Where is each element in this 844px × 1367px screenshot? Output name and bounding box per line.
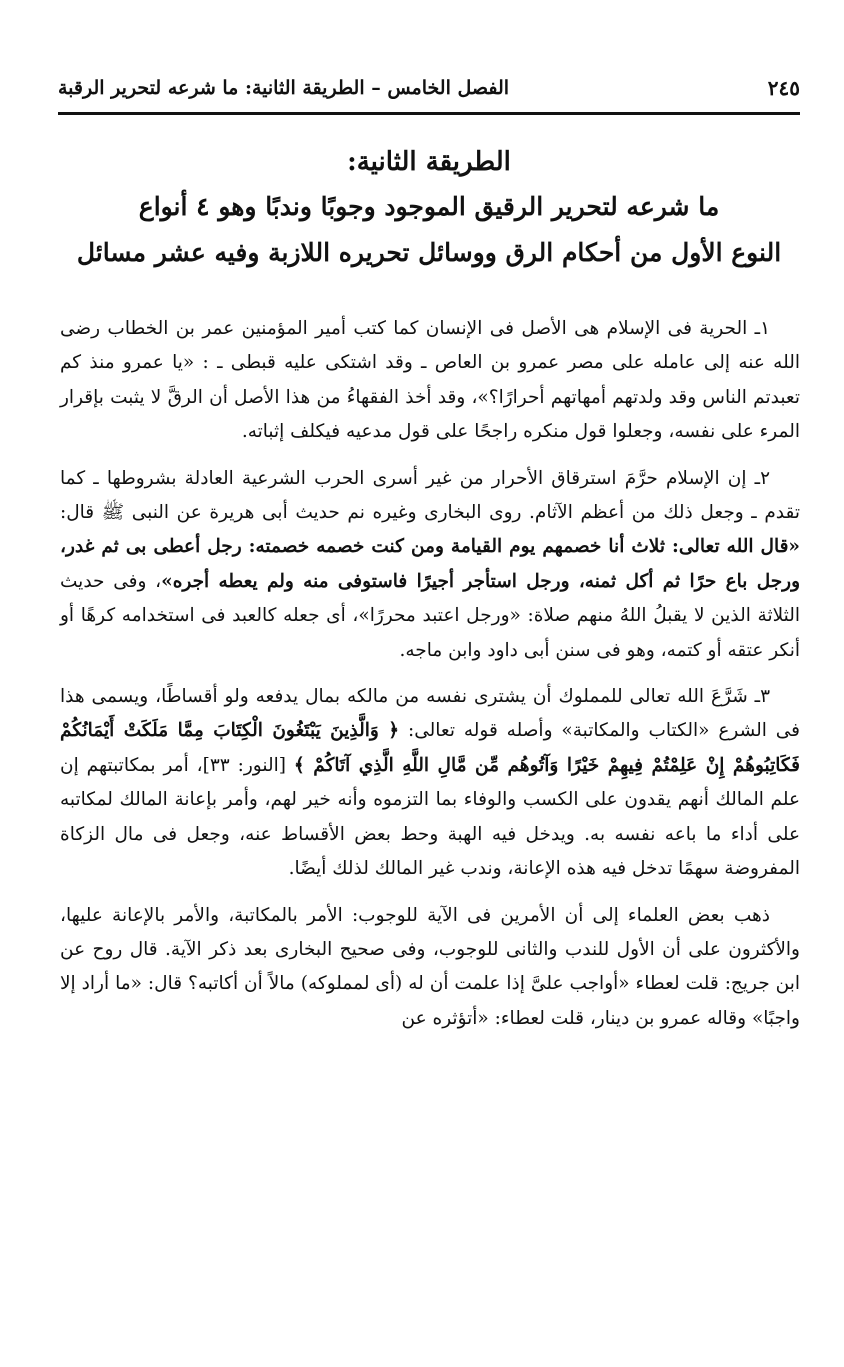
paragraph-4: ذهب بعض العلماء إلى أن الأمرين فى الآية للوجوب: الأمر بالمكاتبة، والأمر بالإعانة عليها، والأكثرون على أن الأول للندب والثانى للوجوب، وفى صحيح البخارى بعد ذكر الآية. قال روح عن ابن جريج: قلت لعطاء «أواجب علىَّ إذا علمت أن له (أى لمملوكه) مالاً أن أكاتبه؟ قال: «ما أراد إلا واجبًا» وقاله عمرو بن دينار، قلت لعطاء: «أتؤثره عن: [60, 904, 800, 1029]
quran-verse: ﴿ وَالَّذِينَ يَبْتَغُونَ الْكِتَابَ مِمَّا مَلَكَتْ أَيْمَانُكُمْ فَكَاتِبُوهُمْ إِنْ عَلِمْتُمْ فِيهِمْ خَيْرًا وَآتُوهُم مِّن مَّالِ اللَّهِ الَّذِي آتَاكُمْ ﴾: [60, 720, 800, 776]
paragraph-1: ١ـ الحرية فى الإسلام هى الأصل فى الإنسان كما كتب أمير المؤمنين عمر بن الخطاب رضى الله عنه إلى عامله على مصر عمرو بن العاص ـ وقد اشتكى عليه قبطى ـ : «يا عمرو منذ كم تعبدتم الناس وقد ولدتهم أمهاتهم أحرارًا؟»، وقد أخذ الفقهاءُ من هذا الأصل أن الرقَّ لا يثبت بإقرار المرء على نفسه، وجعلوا قول منكره راجحًا على قول مدعيه فيكلف إثباته.: [60, 318, 800, 443]
header-rule: [58, 112, 800, 115]
paragraph-3-rest: [النور: ٣٣]، أمر بمكاتبتهم إن علم المالك أنهم يقدون على الكسب والوفاء بما التزموه وأنه خير لهم، وأمر بإعانة المالك لمكاتبه على أداء ما باعه نفسه به. ويدخل فيه الهبة وحط بعض الأقساط عنه، وجعل فى مال الزكاة المفروضة سهمًا تدخل فيه هذه الإعانة، وندب غير المالك لذلك أيضًا.: [60, 754, 800, 880]
section-title: الطريقة الثانية:: [347, 147, 511, 177]
section-subtitle: ما شرعه لتحرير الرقيق الموجود وجوبًا وندبًا وهو ٤ أنواع: [138, 192, 720, 221]
paragraph-3-intro: ٣ـ شَرَّعَ الله تعالى للمملوك أن يشترى نفسه من مالكه بمال يدفعه ولو أقساطًا، ويسمى هذا فى الشرع «الكتاب والمكاتبة» وأصله قوله تعالى:: [60, 686, 800, 742]
page-number: ٢٤٥: [767, 76, 800, 100]
paragraph-2: [60, 462, 800, 668]
body-text: [60, 312, 800, 1048]
running-title: الفصل الخامس – الطريقة الثانية: ما شرعه لتحرير الرقبة: [58, 77, 510, 99]
section-title-block: [58, 140, 800, 276]
running-header: [58, 70, 800, 106]
paragraph-2-rest: ، وفى حديث الثلاثة الذين لا يقبلُ اللهُ منهم صلاة: «ورجل اعتبد محررًا»، أى جعله كالعبد فى استخدامه كرهًا أو أنكر عتقه أو كتمه، وهو فى سنن أبى داود وابن ماجه.: [60, 570, 800, 661]
section-subheading: النوع الأول من أحكام الرق ووسائل تحريره اللازبة وفيه عشر مسائل: [76, 238, 782, 267]
paragraph-2-intro: ٢ـ إن الإسلام حرَّمَ استرقاق الأحرار من غير أسرى الحرب الشرعية العادلة بشروطها ـ كما تقدم ـ وجعل ذلك من أعظم الآثام. روى البخارى وغيره نم حديث أبى هريرة عن النبى ﷺ قال:: [60, 467, 800, 524]
hadith-quote: «قال الله تعالى: ثلاث أنا خصمهم يوم القيامة ومن كنت خصمه خصمته: رجل أعطى بى ثم غدر، ورجل باع حرًا ثم أكل ثمنه، ورجل استأجر أجيرًا فاستوفى منه ولم يعطه أجره»: [60, 536, 801, 592]
paragraph-3: [60, 680, 800, 886]
